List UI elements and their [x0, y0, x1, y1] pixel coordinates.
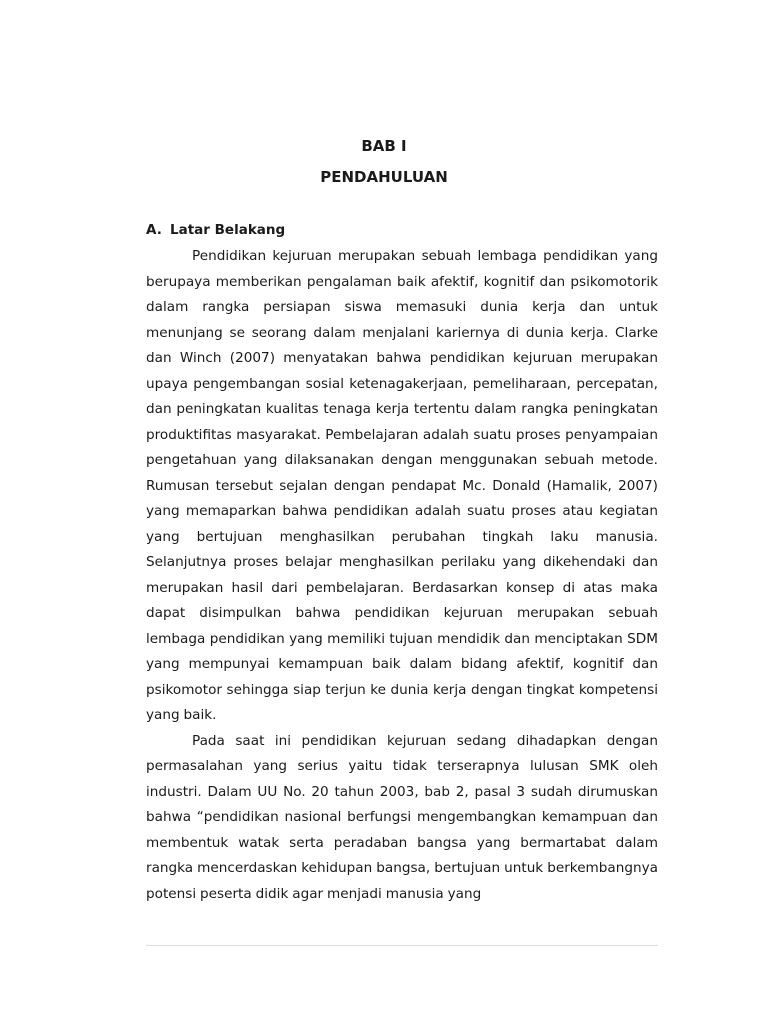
paragraph: Pada saat ini pendidikan kejuruan sedang dihadapkan dengan permasalahan yang serius yaitu tidak terserapnya lulusan SMK oleh industri. Dalam UU No. 20 tahun 2003, bab 2, pasal 3 sudah dirumuskan bahwa “pendidikan nasional berfungsi mengembangkan kemampuan dan membentuk watak serta peradaban bangsa yang bermartabat dalam rangka mencerdaskan kehidupan bangsa, bertujuan untuk berkembangnya potensi peserta didik agar menjadi manusia yang — [146, 732, 658, 902]
footer-divider — [146, 945, 658, 946]
paragraph: Pendidikan kejuruan merupakan sebuah lembaga pendidikan yang berupaya memberikan pengalaman baik afektif, kognitif dan psikomotorik dalam rangka persiapan siswa memasuki dunia kerja dan untuk menunjang se seorang dalam menjalani kariernya di dunia kerja. Clarke dan Winch (2007) menyatakan bahwa pendidikan kejuruan merupakan upaya pengembangan sosial ketenagakerjaan, pemeliharaan, percepatan, dan peningkatan kualitas tenaga kerja tertentu dalam rangka peningkatan produktifitas masyarakat. Pembelajaran adalah suatu proses penyampaian pengetahuan yang dilaksanakan dengan menggunakan sebuah metode. Rumusan tersebut sejalan dengan pendapat Mc. Donald (Hamalik, 2007) yang memaparkan bahwa pendidikan adalah suatu proses atau kegiatan yang bertujuan menghasilkan perubahan tingkah laku manusia. Selanjutnya proses belajar menghasilkan perilaku yang dikehendaki dan merupakan hasil dari pembelajaran. Berdasarkan konsep di atas maka dapat disimpulkan bahwa pendidikan kejuruan merupakan sebuah lembaga pendidikan yang memiliki tujuan mendidik dan menciptakan SDM yang mempunyai kemampuan baik dalam bidang afektif, kognitif dan psikomotor sehingga siap terjun ke dunia kerja dengan tingkat kompetensi yang baik. — [146, 248, 658, 723]
body-text — [146, 244, 658, 907]
section-title: Latar Belakang — [170, 222, 286, 238]
section-number: A. — [146, 222, 162, 238]
chapter-number: BAB I — [361, 137, 407, 155]
chapter-title: PENDAHULUAN — [320, 168, 448, 186]
section-heading — [146, 219, 285, 241]
